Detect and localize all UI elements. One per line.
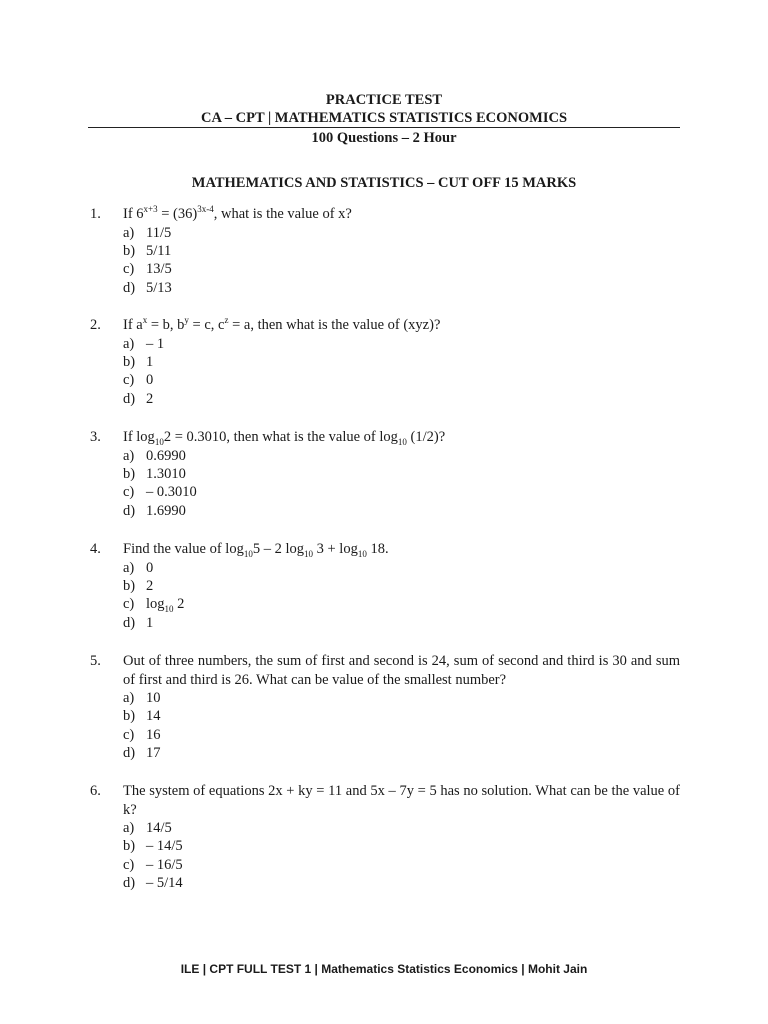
question-number: 3. (90, 429, 101, 445)
option-a: a) 0 (123, 559, 154, 576)
option-a: a) 0.6990 (123, 447, 186, 464)
option-b: b) 14 (123, 708, 161, 725)
option-a: a) 11/5 (123, 224, 172, 241)
document-title: PRACTICE TEST (325, 92, 443, 108)
option-list (90, 559, 680, 633)
option-d: d) – 5/14 (123, 875, 183, 892)
option-d: d) 2 (123, 390, 154, 407)
option-list (90, 447, 680, 521)
option-d: d) 17 (123, 745, 161, 762)
question-4 (90, 540, 680, 632)
option-c: c) 13/5 (123, 261, 172, 278)
option-c: c) 16 (123, 726, 161, 743)
option-list (90, 689, 680, 763)
question-number: 4. (90, 541, 101, 557)
option-a: a) 14/5 (123, 820, 172, 836)
question-6 (90, 782, 680, 893)
question-number: 5. (90, 653, 101, 669)
option-d: d) 1.6990 (123, 502, 186, 519)
question-text: If $6^{x+3} = (36)^{3x-4}$, what is the value of x? (123, 204, 352, 222)
question-text: The system of equations 2x + ky = 11 and 5x – 7y = 5 has no solution. What can be the value of k? (123, 783, 680, 818)
question-text: If $\log_{10}2 = 0.3010$, then what is the value of $\log_{10} (1/2)$? (123, 429, 446, 447)
question-number: 6. (90, 783, 101, 799)
question-number: 2. (90, 317, 101, 333)
option-list (90, 224, 680, 298)
option-b: b) 1 (123, 353, 154, 370)
page-footer: ILE | CPT FULL TEST 1 | Mathematics Statistics Economics | Mohit Jain (180, 962, 588, 976)
option-d: d) 1 (123, 614, 154, 631)
document-subtitle: CA – CPT | MATHEMATICS STATISTICS ECONOMICS (200, 110, 568, 126)
option-c: c) 0 (123, 372, 154, 389)
question-1 (90, 205, 680, 297)
question-number: 1. (90, 206, 101, 222)
option-b: b) 1.3010 (123, 465, 186, 482)
header-divider (88, 127, 680, 128)
option-d: d) 5/13 (123, 279, 172, 296)
option-c: c) $\log_{10} 2$ (123, 596, 185, 615)
option-b: b) 5/11 (123, 242, 172, 259)
question-2 (90, 316, 680, 408)
question-text: Find the value of $\log_{10}5 - 2$ $\log_{10} 3 + \log_{10} 18$. (123, 541, 389, 559)
question-3 (90, 428, 680, 520)
option-c: c) – 0.3010 (123, 484, 197, 501)
document-header (88, 91, 680, 147)
option-a: a) 10 (123, 690, 161, 706)
question-text: If $a^x = b$, $b^y = c$, $c^z = a$, then what is the value of (xyz)? (123, 315, 441, 333)
option-list (90, 335, 680, 409)
option-a: a) – 1 (123, 335, 165, 352)
option-c: c) – 16/5 (123, 856, 183, 873)
document-meta: 100 Questions – 2 Hour (311, 130, 457, 146)
question-5 (90, 652, 680, 763)
option-b: b) – 14/5 (123, 838, 183, 855)
option-b: b) 2 (123, 577, 154, 594)
question-text: Out of three numbers, the sum of first and second is 24, sum of second and third is 30 and sum of first and third is 26. What can be value of the smallest number? (123, 653, 680, 688)
option-list (90, 819, 680, 893)
section-title: MATHEMATICS AND STATISTICS – CUT OFF 15 MARKS (191, 175, 577, 191)
